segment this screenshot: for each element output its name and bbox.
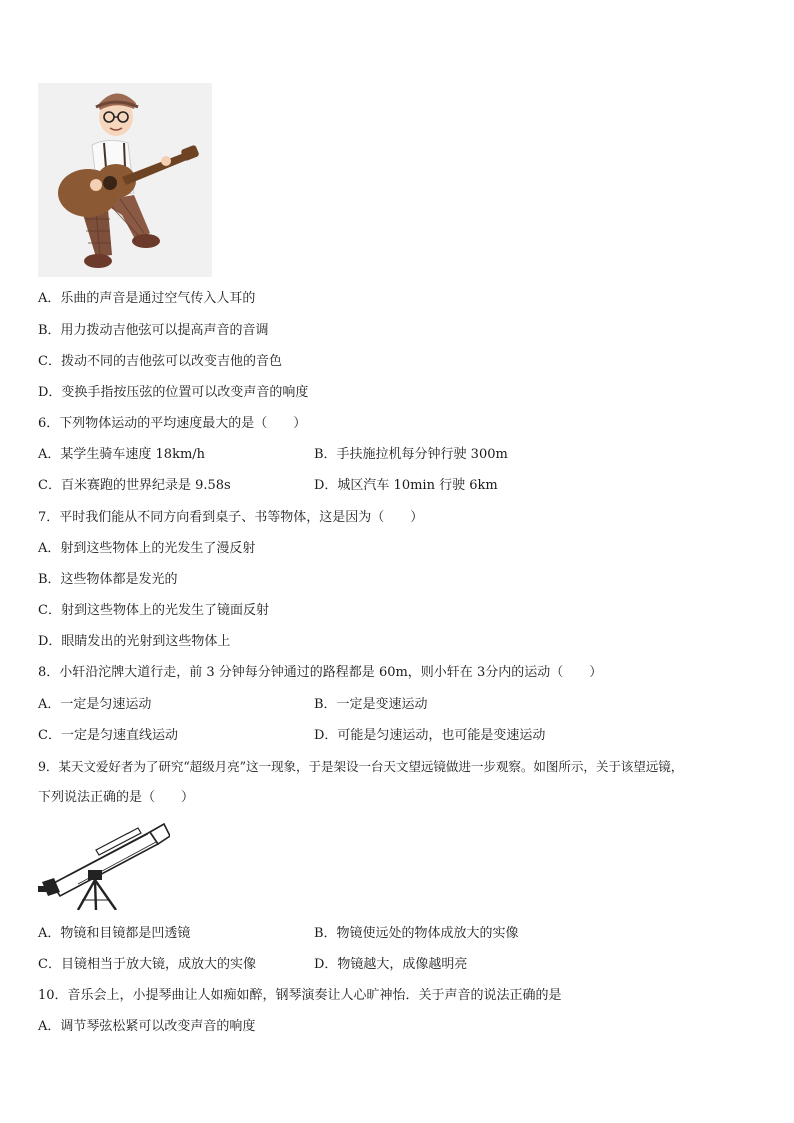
guitar-player-illustration: [38, 83, 212, 277]
q7-option-d: D．眼睛发出的光射到这些物体上: [38, 634, 231, 649]
q5-option-b: B．用力拨动吉他弦可以提高声音的音调: [38, 323, 269, 338]
q10-stem: 10．音乐会上，小提琴曲让人如痴如醉，钢琴演奏让人心旷神怡．关于声音的说法正确的是: [38, 988, 562, 1003]
q6-option-b: B．手扶施拉机每分钟行驶 300m: [314, 447, 508, 462]
q8-stem: 8．小轩沿沱牌大道行走，前 3 分钟每分钟通过的路程都是 60m，则小轩在 3分内的运动（ ）: [38, 665, 603, 680]
q7-option-b: B．这些物体都是发光的: [38, 572, 178, 587]
q5-option-a: A．乐曲的声音是通过空气传入人耳的: [38, 291, 256, 306]
q5-option-c: C．拨动不同的吉他弦可以改变吉他的音色: [38, 354, 282, 369]
q6-stem: 6．下列物体运动的平均速度最大的是（ ）: [38, 416, 307, 431]
q6-option-d: D．城区汽车 10min 行驶 6km: [314, 478, 498, 493]
q9-option-d: D．物镜越大，成像越明亮: [314, 957, 468, 972]
q9-option-b: B．物镜使远处的物体成放大的实像: [314, 926, 519, 941]
q7-option-a: A．射到这些物体上的光发生了漫反射: [38, 541, 256, 556]
q9-option-c: C．目镜相当于放大镜，成放大的实像: [38, 957, 256, 972]
q7-option-c: C．射到这些物体上的光发生了镜面反射: [38, 603, 269, 618]
q8-option-d: D．可能是匀速运动，也可能是变速运动: [314, 728, 546, 743]
q6-option-c: C．百米赛跑的世界纪录是 9.58s: [38, 478, 231, 493]
q8-option-a: A．一定是匀速运动: [38, 697, 152, 712]
q9-option-a: A．物镜和目镜都是凹透镜: [38, 926, 191, 941]
q9-stem-line1: 9．某天文爱好者为了研究“超级月亮”这一现象，于是架设一台天文望远镜做进一步观察。如图所示，关于该望远镜，: [38, 759, 684, 774]
q8-option-c: C．一定是匀速直线运动: [38, 728, 178, 743]
telescope-illustration: [38, 820, 170, 910]
q8-option-b: B．一定是变速运动: [314, 697, 428, 712]
q9-stem-line2: 下列说法正确的是（ ）: [38, 790, 195, 805]
q6-option-a: A．某学生骑车速度 18km/h: [38, 447, 206, 462]
q5-option-d: D．变换手指按压弦的位置可以改变声音的响度: [38, 385, 309, 400]
q7-stem: 7．平时我们能从不同方向看到桌子、书等物体，这是因为（ ）: [38, 510, 424, 525]
q10-option-a: A．调节琴弦松紧可以改变声音的响度: [38, 1019, 256, 1034]
